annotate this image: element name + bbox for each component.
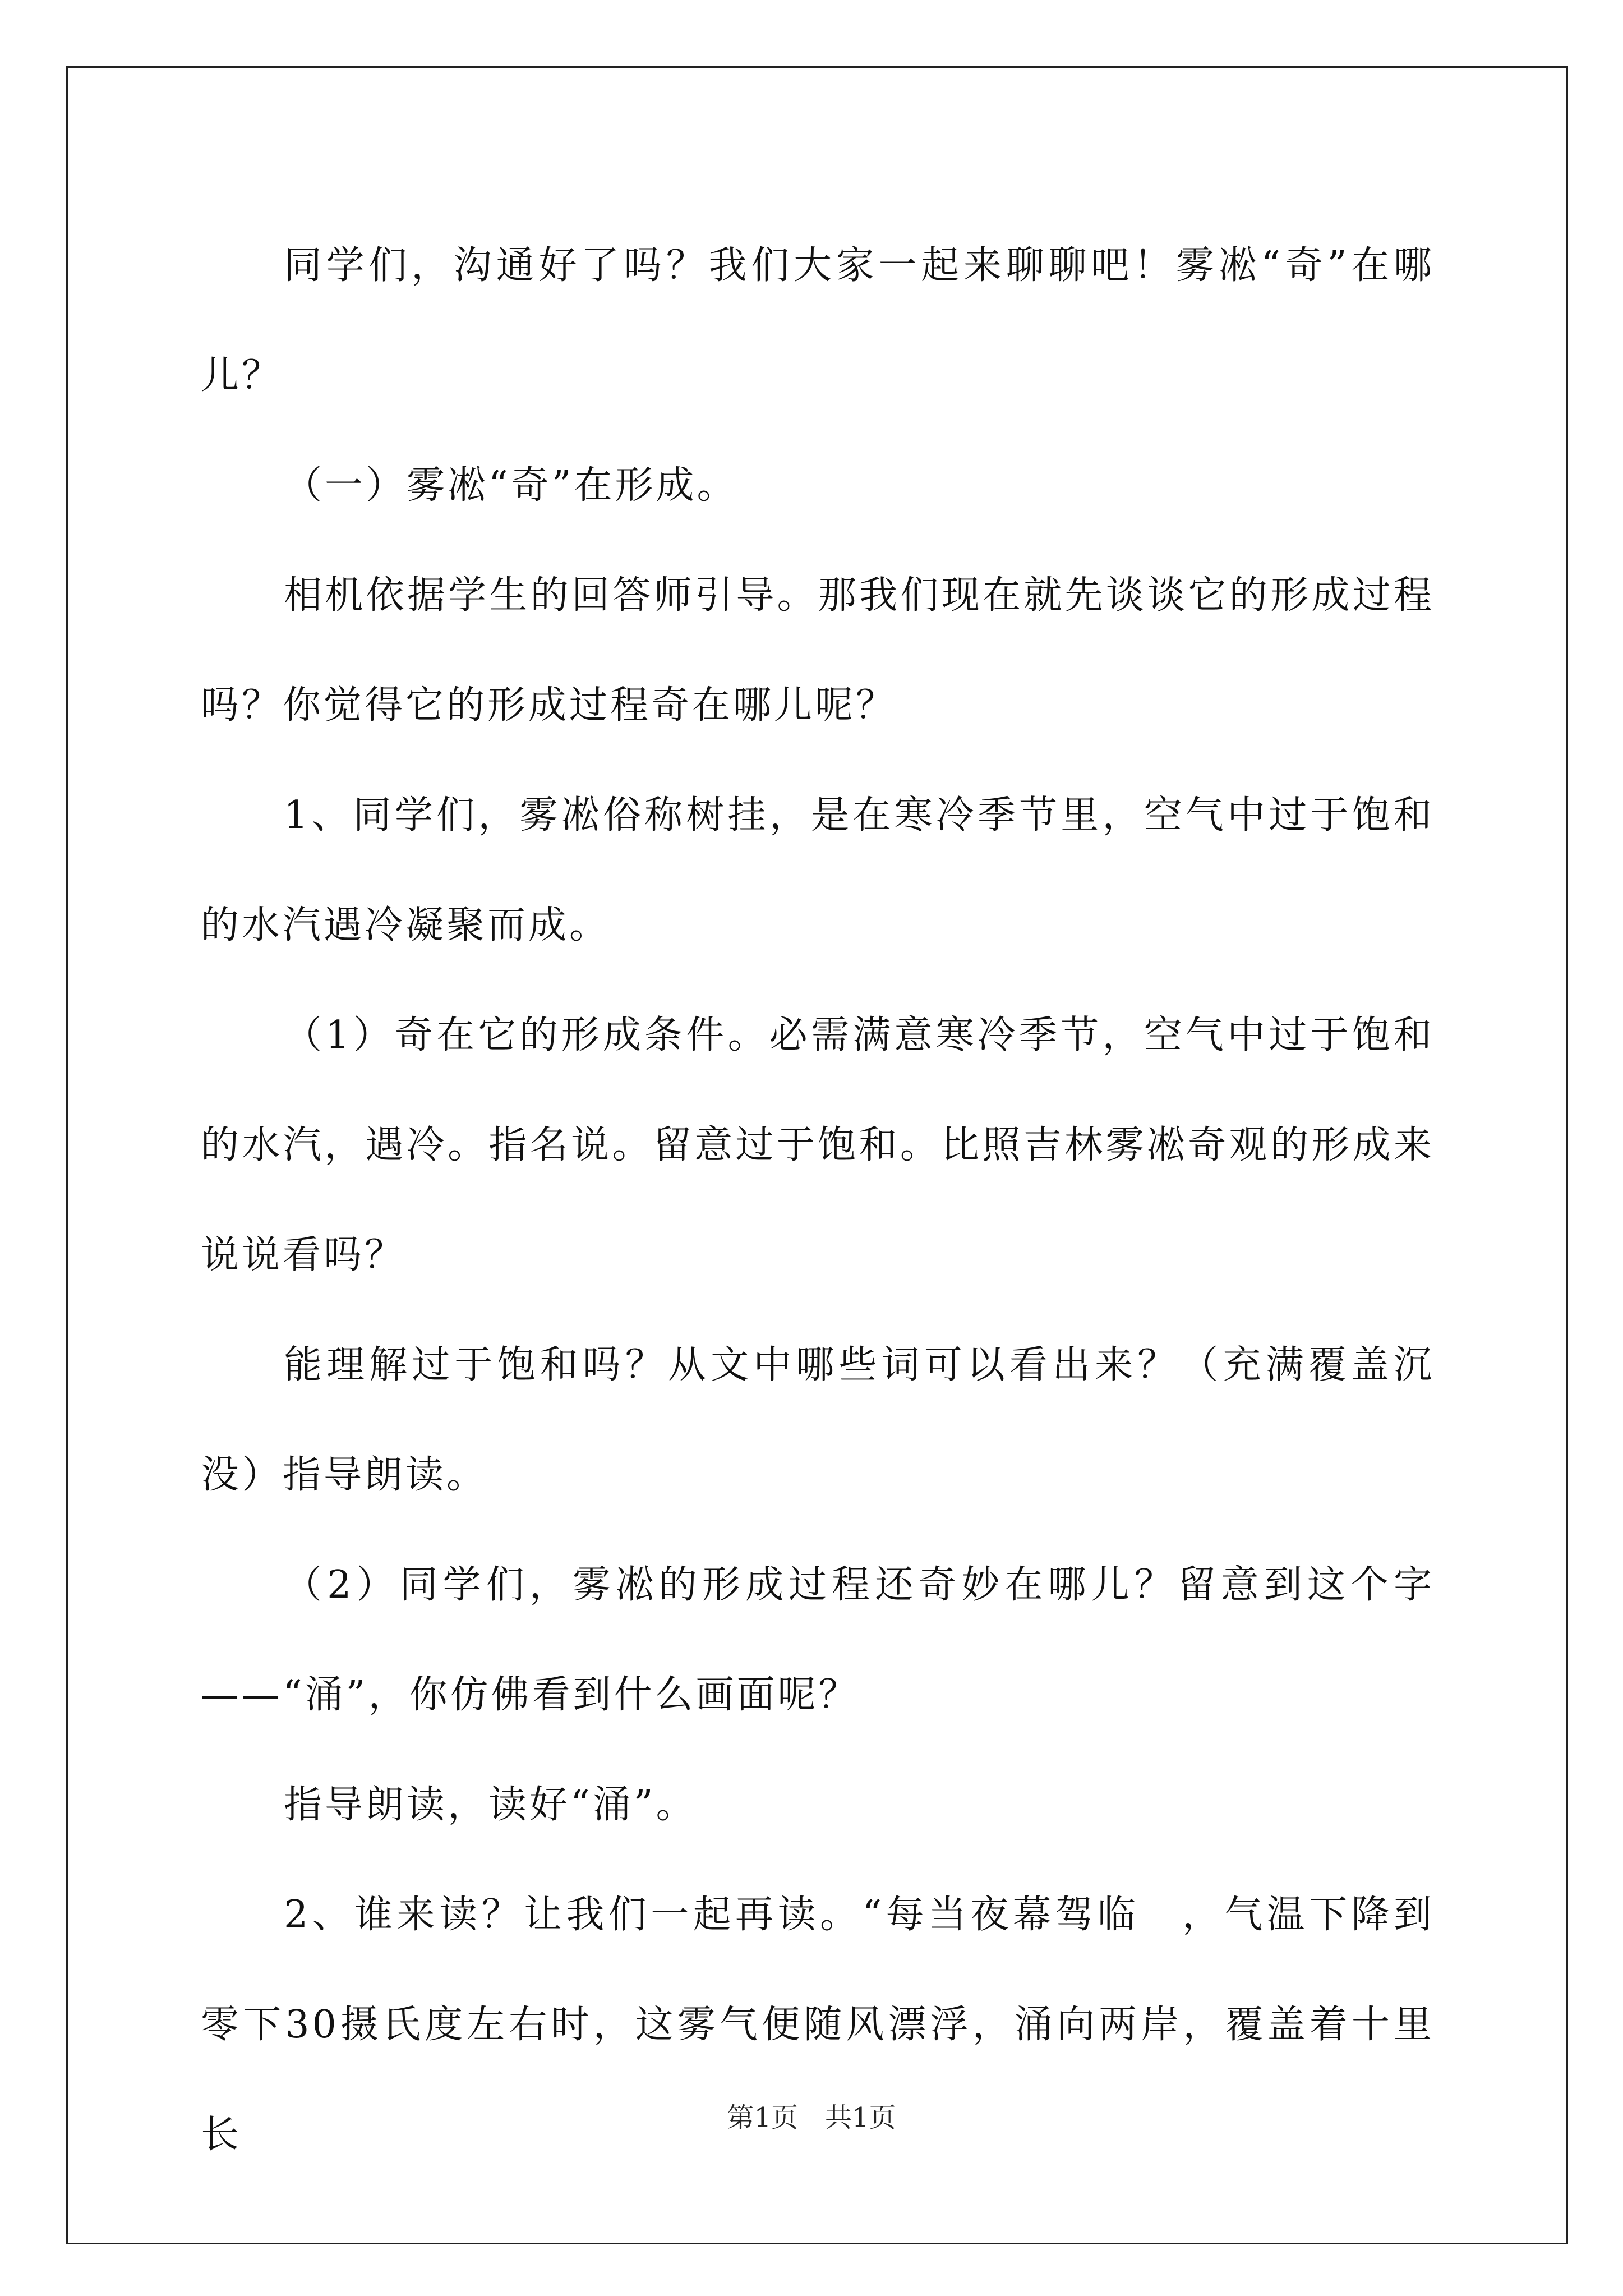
page-footer: 第1页 共1页 — [727, 2102, 896, 2133]
paragraph: （2）同学们，雾凇的形成过程还奇妙在哪儿？留意到这个字——“涌”，你仿佛看到什么画面呢？ — [201, 1563, 1435, 1717]
paragraph: 2、谁来读？让我们一起再读。“每当夜幕驾临 ，气温下降到零下30摄氏度左右时，这雾气便随风漂浮，涌向两岸，覆盖着十里长 — [201, 1893, 1435, 2157]
paragraph: （1）奇在它的形成条件。必需满意寒冷季节，空气中过于饱和的水汽，遇冷。指名说。留意过于饱和。比照吉林雾凇奇观的形成来说说看吗？ — [201, 1013, 1435, 1277]
paragraph: 1、同学们，雾凇俗称树挂，是在寒冷季节里，空气中过于饱和的水汽遇冷凝聚而成。 — [201, 793, 1435, 947]
paragraph: 同学们，沟通好了吗？我们大家一起来聊聊吧！雾凇“奇”在哪儿？ — [201, 243, 1435, 398]
paragraph: 指导朗读，读好“涌”。 — [284, 1783, 697, 1827]
document-body — [201, 211, 1435, 2190]
paragraph: 能理解过于饱和吗？从文中哪些词可以看出来？（充满覆盖沉没）指导朗读。 — [201, 1343, 1435, 1497]
paragraph: 相机依据学生的回答师引导。那我们现在就先谈谈它的形成过程吗？你觉得它的形成过程奇在哪儿呢？ — [201, 573, 1435, 728]
paragraph: （一）雾凇“奇”在形成。 — [284, 463, 738, 508]
